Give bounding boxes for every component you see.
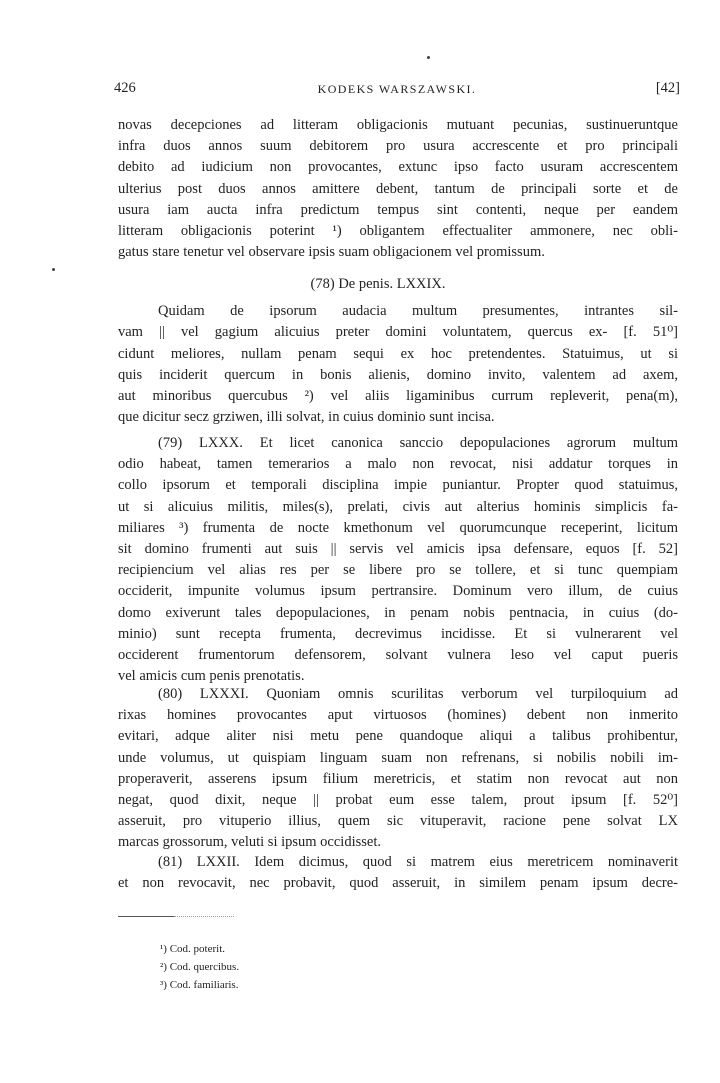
text-line: collo ipsorum et temporali disciplina impie puniantur. Propter quod statuimus, bbox=[118, 477, 678, 494]
text-line: rixas homines provocantes aput virtuosos (homines) debent non inmerito bbox=[118, 707, 678, 724]
footnote: ¹) Cod. poterit. bbox=[160, 943, 226, 955]
running-header bbox=[114, 80, 680, 100]
text-line: usura iam aucta infra predictum tempus sint contenti, neque per eandem bbox=[118, 201, 678, 218]
text-line: unde volumus, ut quispiam linguam suam non refrenans, si nobilis nobili im- bbox=[118, 749, 678, 766]
text-line: evitari, adque aliter nisi metu pene quandoque aliqui a talibus prohibentur, bbox=[118, 728, 678, 745]
text-line: occiderent frumentorum defensorem, solvant vulnera leso vel caput pueris bbox=[118, 646, 678, 663]
text-line: novas decepciones ad litteram obligacionis mutuant pecunias, sustinueruntque bbox=[118, 117, 678, 133]
section-heading: (78) De penis. LXXIX. bbox=[310, 276, 446, 292]
section-81 bbox=[118, 852, 678, 894]
text-line: (80) LXXXI. Quoniam omnis scurilitas verborum vel turpiloquium ad bbox=[158, 686, 678, 702]
text-line: ut si alicuius militis, miles(s), prelati, civis aut alterius hominis simplicis fa- bbox=[118, 498, 678, 515]
text-line: aut minoribus quercubus ²) vel aliis ligaminibus currum repleverit, pena(m), bbox=[118, 387, 678, 404]
opening-paragraph bbox=[118, 115, 678, 263]
text-line: (81) LXXII. Idem dicimus, quod si matrem eius meretricem nominaverit bbox=[158, 854, 678, 870]
text-line: Quidam de ipsorum audacia multum presumentes, intrantes sil- bbox=[158, 303, 678, 320]
section-marker: [42] bbox=[655, 80, 680, 96]
text-line: infra duos annos suum debitorem pro usura accrescente et pro principali bbox=[118, 138, 678, 155]
text-line: domo exiverunt tales depopulaciones, in penam nobis pentnacia, in cuius (do- bbox=[118, 604, 678, 621]
text-line: marcas grossorum, veluti si ipsum occidisset. bbox=[118, 834, 381, 851]
text-line: recipiencium vel alias res per se libere pro se tollere, et si tunc quempiam bbox=[118, 562, 678, 579]
page-number: 426 bbox=[114, 80, 136, 96]
text-line: vam || vel gagium alicuius preter domini voluntatem, quercus ex- [f. 51⁰] bbox=[118, 324, 678, 341]
text-line: properaverit, asserens ipsum filium meretricis, et statim non revocat aut non bbox=[118, 770, 678, 787]
text-line: debito ad iudicium non provocantes, extunc ipso facto usuram accrescentem bbox=[118, 159, 678, 176]
text-line: litteram obligacionis poterint ¹) obligantem effectualiter ammonere, nec obli- bbox=[118, 222, 678, 239]
text-line: quis inciderit quercum in bonis alienis, domino invito, valentem ad axem, bbox=[118, 366, 678, 383]
text-line: occiderit, impunite volumus ipsum pertransire. Dominum vero illum, de cuius bbox=[118, 583, 678, 600]
text-line: (79) LXXX. Et licet canonica sanccio depopulaciones agrorum multum bbox=[158, 435, 678, 451]
text-line: gatus stare tenetur vel observare ipsis suam obligacionem vel promissum. bbox=[118, 244, 545, 261]
section-78 bbox=[118, 274, 678, 428]
text-line: cidunt meliores, nullam penam sequi ex hoc pretendentes. Statuimus, ut si bbox=[118, 345, 678, 362]
text-line: sit domino frumenti aut suis || servis vel amicis ipsa defensare, equos [f. 52] bbox=[118, 540, 678, 557]
footnote-rule bbox=[118, 916, 174, 917]
text-line: vel amicis cum penis prenotatis. bbox=[118, 668, 305, 685]
footnotes bbox=[160, 940, 239, 994]
footnote-rule-dotted bbox=[174, 916, 234, 917]
footnote: ²) Cod. quercibus. bbox=[160, 961, 240, 973]
text-line: que dicitur secz grziwen, illi solvat, in cuius dominio sunt incisa. bbox=[118, 409, 495, 426]
text-line: miliares ³) frumenta de nocte kmethonum vel quorumcunque receperint, licitum bbox=[118, 519, 678, 536]
text-line: minio) sunt recepta frumenta, decrevimus incidisse. Et si vulnerarent vel bbox=[118, 625, 678, 642]
margin-dot bbox=[52, 268, 55, 271]
text-line: asseruit, pro vituperio illius, quem sic vituperavit, racione pene solvat LX bbox=[118, 813, 678, 830]
text-line: negat, quod dixit, neque || probat eum esse talem, prout ipsum [f. 52⁰] bbox=[118, 791, 678, 808]
footnote: ³) Cod. familiaris. bbox=[160, 979, 239, 991]
text-line: ulterius post duos annos amittere debent, tantum de principali sorte et de bbox=[118, 180, 678, 197]
ink-dot bbox=[427, 56, 430, 59]
section-79 bbox=[118, 433, 678, 687]
section-80 bbox=[118, 684, 678, 854]
running-title: KODEKS WARSZAWSKI. bbox=[317, 82, 477, 96]
text-line: et non revocavit, nec probavit, quod asseruit, in similem penam ipsum decre- bbox=[118, 875, 678, 892]
text-line: odio habeat, tamen temerarios a malo non revocat, nisi addatur torques in bbox=[118, 456, 678, 473]
